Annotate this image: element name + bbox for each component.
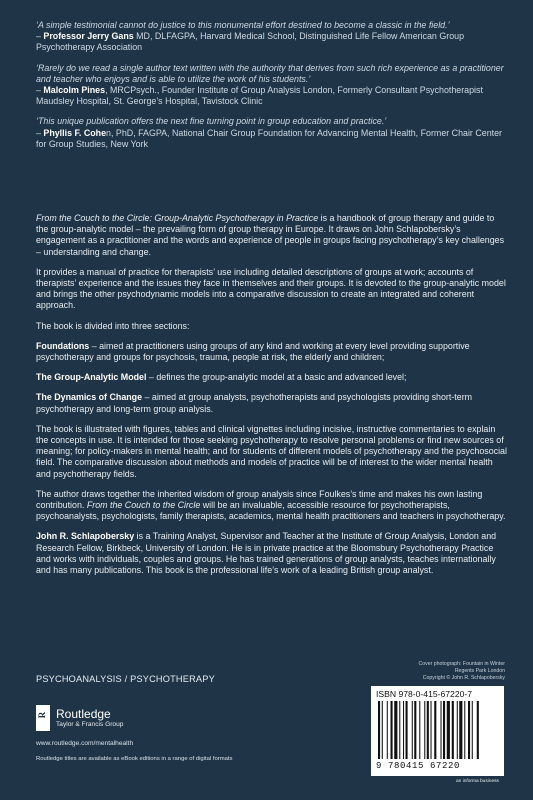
publisher-block	[36, 703, 123, 733]
author-bio: John R. Schlapobersky is a Training Analyst, Supervisor and Teacher at the Institute of Group Analysis, London and Research Fellow, Birkbeck, University of London. He is in private practice at the Bloomsbury Psychotherapy Practice and works with individuals, couples and groups. He has trained generations of group analysts, teaches internationally and has many publications. This book is the professional life’s work of a leading British group analyst.	[36, 531, 497, 576]
section-foundations: Foundations – aimed at practitioners using groups of any kind and working at every level providing supportive psychotherapy and groups for psychosis, trauma, people at risk, the elderly and children;	[36, 340, 470, 363]
testimonial-author: Professor Jerry Gans	[43, 31, 134, 42]
testimonial-text: ‘Rarely do we read a single author text written with the authority that derives from such rich experience as a practitioner and teacher who enjoys and is able to utilize the work of his students.’	[36, 62, 504, 84]
testimonial-text: ‘A simple testimonial cannot do justice to this monumental effort destined to become a classic in the field.’	[36, 20, 450, 30]
testimonial-attribution: – Phyllis F. Cohen, PhD, FAGPA, National Chair Group Foundation for Advancing Mental Health, Former Chair Center for Group Studies, New York	[36, 127, 502, 149]
book-title: From the Couch to the Circle: Group-Analytic Psychotherapy in Practice	[36, 213, 319, 223]
testimonial-attribution: – Malcolm Pines, MRCPsych., Founder Institute of Group Analysis London, Formerly Consultant Psychotherapist Maudsley Hospital, St. George’s Hospital, Tavistock Clinic	[36, 85, 483, 107]
testimonials	[36, 20, 506, 159]
section-dynamics-of-change: The Dynamics of Change – aimed at group analysts, psychotherapists and psychologists providing short-term psychotherapy and long-term group analysis.	[36, 392, 473, 414]
description-paragraph: The author draws together the inherited wisdom of group analysis since Foulkes’s time and makes his own lasting contribution. From the Couch to the Circle will be an invaluable, accessible resource for psychotherapists, psychoanalysts, psychologists, family therapists, academics, mental health practitioners and teachers in psychotherapy.	[36, 488, 506, 522]
description-paragraph: The book is illustrated with figures, tables and clinical vignettes including incisive, instructive commentaries to explain the concepts in use. It is intended for those seeking psychotherapy to resolve personal problems or find new sources of meaning; for policy-makers in mental health; and for students of different models of psychotherapy and the psychosocial field. The comparative discussion about methods and models of practice will be of interest to the wider mental health and psychotherapy fields.	[36, 423, 507, 479]
book-description	[36, 213, 508, 585]
testimonial-attribution: – Professor Jerry Gans MD, DLFAGPA, Harvard Medical School, Distinguished Life Fellow American Group Psychotherapy Association	[36, 31, 465, 53]
description-paragraph: It provides a manual of practice for therapists’ use including detailed descriptions of groups at work; accounts of therapists’ experience and the issues they face in themselves and their groups. It is devoted to the group-analytic model and brings the other psychodynamic models into a comparative discussion to create an integrated and coherent approach.	[36, 266, 506, 311]
routledge-logo-icon	[36, 705, 50, 731]
testimonial-1	[36, 20, 506, 54]
isbn-label: ISBN 978-0-415-67220-7	[376, 689, 473, 699]
testimonial-2	[36, 63, 506, 108]
publisher-name: Routledge	[56, 706, 111, 721]
svg-text:R: R	[37, 711, 48, 719]
publisher-url[interactable]: www.routledge.com/mentalhealth	[36, 740, 134, 747]
testimonial-text: ‘This unique publication offers the next fine turning point in group education and practice.’	[36, 116, 387, 127]
testimonial-3	[36, 116, 506, 150]
author-name: John R. Schlapobersky	[36, 531, 135, 542]
publisher-group: Taylor & Francis Group	[56, 720, 124, 728]
testimonial-author: Phyllis F. Cohe	[43, 127, 107, 138]
subject-category: PSYCHOANALYSIS / PSYCHOTHERAPY	[36, 674, 215, 684]
cover-photo-credit: Cover photograph: Fountain in Winter Regents Park London Copyright © John R. Schlapobersky	[418, 661, 505, 681]
informa-tagline: an informa business	[456, 779, 499, 784]
description-paragraph: From the Couch to the Circle: Group-Analytic Psychotherapy in Practice is a handbook of group therapy and guide to the group-analytic model – the prevailing form of group therapy in Europe. It draws on John Schlapobersky’s engagement as a practitioner and the words and experience of people in groups facing psychotherapy’s key challenges – understanding and change.	[36, 213, 505, 257]
barcode-digits: 9 780415 67220	[376, 761, 461, 771]
section-group-analytic-model: The Group-Analytic Model – defines the group-analytic model at a basic and advanced level;	[36, 372, 407, 383]
barcode-icon	[378, 701, 502, 761]
description-paragraph: The book is divided into three sections:	[36, 320, 190, 331]
testimonial-author: Malcolm Pines	[43, 85, 106, 96]
ebook-note: Routledge titles are available as eBook editions in a range of digital formats	[36, 756, 233, 762]
